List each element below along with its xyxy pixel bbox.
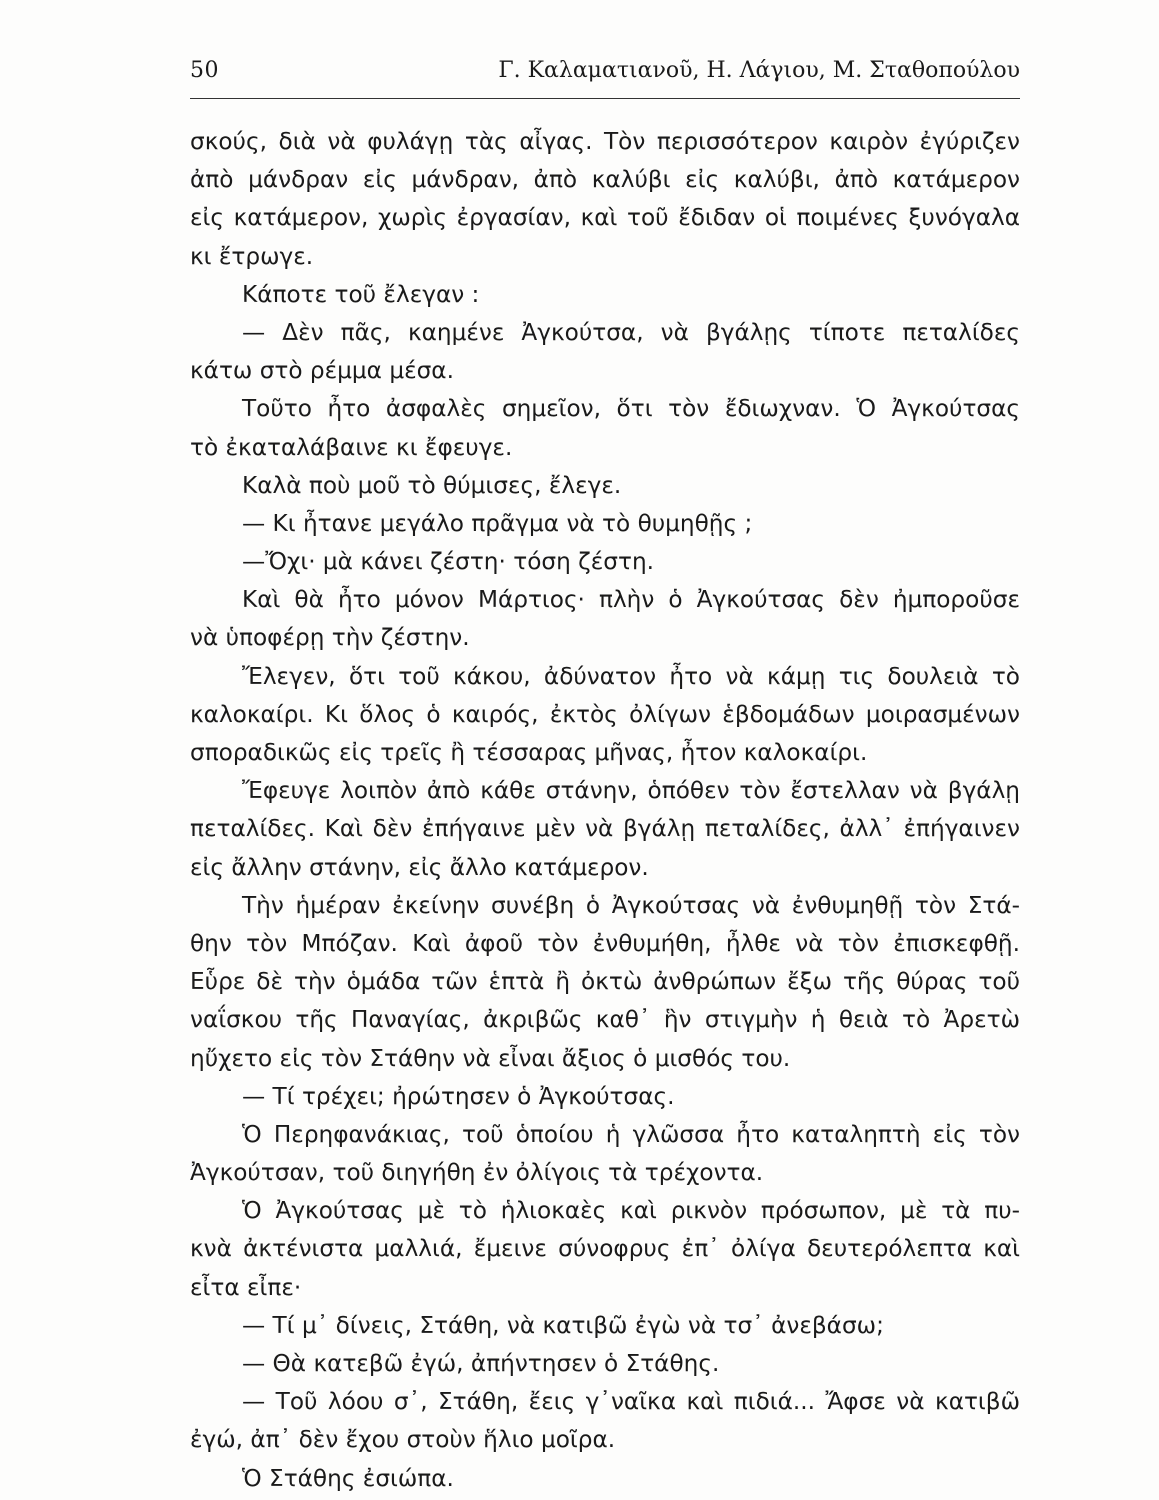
text-line: Ὁ Στάθης ἐσιώπα.: [242, 1464, 454, 1492]
text-line: Ὁ Ἀγκούτσας μὲ τὸ ἡλιοκαὲς καὶ ρικνὸν πρόσωπον, μὲ τὰ πυ-: [242, 1197, 1020, 1225]
text-line: — Τί τρέχει; ἠρώτησεν ὁ Ἀγκούτσας.: [242, 1082, 675, 1110]
text-line: εἰς κατάμερον, χωρὶς ἐργασίαν, καὶ τοῦ ἔδιδαν οἱ ποιμένες ξυνόγαλα: [190, 204, 1020, 232]
text-line: Ὁ Περηφανάκιας, τοῦ ὁποίου ἡ γλῶσσα ἦτο καταληπτὴ εἰς τὸν: [242, 1120, 1020, 1148]
text-line: Ἔλεγεν, ὅτι τοῦ κάκου, ἀδύνατον ἦτο νὰ κάμῃ τις δουλειὰ τὸ: [242, 662, 1020, 690]
text-line: — Τί μ᾽ δίνεις, Στάθη, νὰ κατιβῶ ἐγὼ νὰ τσ᾽ ἀνεβάσω;: [242, 1311, 884, 1339]
text-line: νὰ ὑποφέρῃ τὴν ζέστην.: [190, 624, 470, 652]
body-text: [190, 123, 1020, 1498]
text-line: — Τοῦ λόου σ᾽, Στάθη, ἔεις γ᾽ναῖκα καὶ πιδιά... Ἄφσε νὰ κατιβῶ: [242, 1388, 1020, 1416]
page-number: 50: [190, 58, 219, 83]
text-line: ναΐσκου τῆς Παναγίας, ἀκριβῶς καθ᾽ ἣν στιγμὴν ἡ θειὰ τὸ Ἀρετὼ: [190, 1006, 1020, 1034]
page-header: [190, 58, 1020, 99]
text-line: πεταλίδες. Καὶ δὲν ἐπήγαινε μὲν νὰ βγάλῃ πεταλίδες, ἀλλ᾽ ἐπήγαινεν: [190, 815, 1020, 843]
text-line: σκούς, διὰ νὰ φυλάγῃ τὰς αἶγας. Τὸν περισσότερον καιρὸν ἐγύριζεν: [190, 128, 1020, 155]
text-line: καλοκαίρι. Κι ὅλος ὁ καιρός, ἐκτὸς ὀλίγων ἑβδομάδων μοιρασμένων: [190, 700, 1020, 728]
text-line: Ἀγκούτσαν, τοῦ διηγήθη ἐν ὀλίγοις τὰ τρέχοντα.: [190, 1159, 764, 1187]
text-line: — Κι ἦτανε μεγάλο πρᾶγμα νὰ τὸ θυμηθῇς ;: [242, 509, 753, 537]
text-line: Τοῦτο ἦτο ἀσφαλὲς σημεῖον, ὅτι τὸν ἔδιωχναν. Ὁ Ἀγκούτσας: [242, 395, 1020, 423]
text-line: Εὗρε δὲ τὴν ὁμάδα τῶν ἑπτὰ ἢ ὀκτὼ ἀνθρώπων ἔξω τῆς θύρας τοῦ: [190, 968, 1020, 996]
text-line: εἶτα εἶπε·: [190, 1273, 302, 1301]
text-line: κνὰ ἀκτένιστα μαλλιά, ἔμεινε σύνοφρυς ἐπ᾽ ὀλίγα δευτερόλεπτα καὶ: [190, 1235, 1020, 1263]
text-line: ηὔχετο εἰς τὸν Στάθην νὰ εἶναι ἄξιος ὁ μισθός του.: [190, 1044, 791, 1072]
text-line: τὸ ἐκαταλάβαινε κι ἔφευγε.: [190, 433, 513, 461]
text-line: ἀπὸ μάνδραν εἰς μάνδραν, ἀπὸ καλύβι εἰς καλύβι, ἀπὸ κατάμερον: [190, 166, 1020, 194]
text-line: — Θὰ κατεβῶ ἐγώ, ἀπήντησεν ὁ Στάθης.: [242, 1350, 720, 1377]
text-line: — Δὲν πᾶς, καημένε Ἀγκούτσα, νὰ βγάλῃς τίποτε πεταλίδες: [242, 318, 1020, 346]
text-line: Τὴν ἡμέραν ἐκείνην συνέβη ὁ Ἀγκούτσας νὰ ἐνθυμηθῇ τὸν Στά-: [242, 891, 1020, 919]
text-line: Καὶ θὰ ἦτο μόνον Μάρτιος· πλὴν ὁ Ἀγκούτσας δὲν ἠμποροῦσε: [242, 586, 1020, 614]
text-line: —Ὄχι· μὰ κάνει ζέστη· τόση ζέστη.: [242, 548, 655, 576]
running-head: Γ. Καλαματιανοῦ, Η. Λάγιου, Μ. Σταθοπούλου: [498, 58, 1020, 83]
text-line: Ἔφευγε λοιπὸν ἀπὸ κάθε στάνην, ὁπόθεν τὸν ἔστελλαν νὰ βγάλῃ: [242, 777, 1020, 805]
text-line: κι ἔτρωγε.: [190, 242, 314, 270]
text-line: Καλὰ ποὺ μοῦ τὸ θύμισες, ἔλεγε.: [242, 471, 622, 499]
text-line: εἰς ἄλλην στάνην, εἰς ἄλλο κατάμερον.: [190, 853, 649, 881]
text-line: ἐγώ, ἀπ᾽ δὲν ἔχου στοὺν ἥλιο μοῖρα.: [190, 1426, 616, 1454]
text-line: Κάποτε τοῦ ἔλεγαν :: [242, 280, 480, 308]
text-line: κάτω στὸ ρέμμα μέσα.: [190, 357, 454, 385]
text-line: σποραδικῶς εἰς τρεῖς ἢ τέσσαρας μῆνας, ἦτον καλοκαίρι.: [190, 739, 868, 766]
text-line: θην τὸν Μπόζαν. Καὶ ἀφοῦ τὸν ἐνθυμήθη, ἦλθε νὰ τὸν ἐπισκεφθῇ.: [190, 929, 1020, 957]
